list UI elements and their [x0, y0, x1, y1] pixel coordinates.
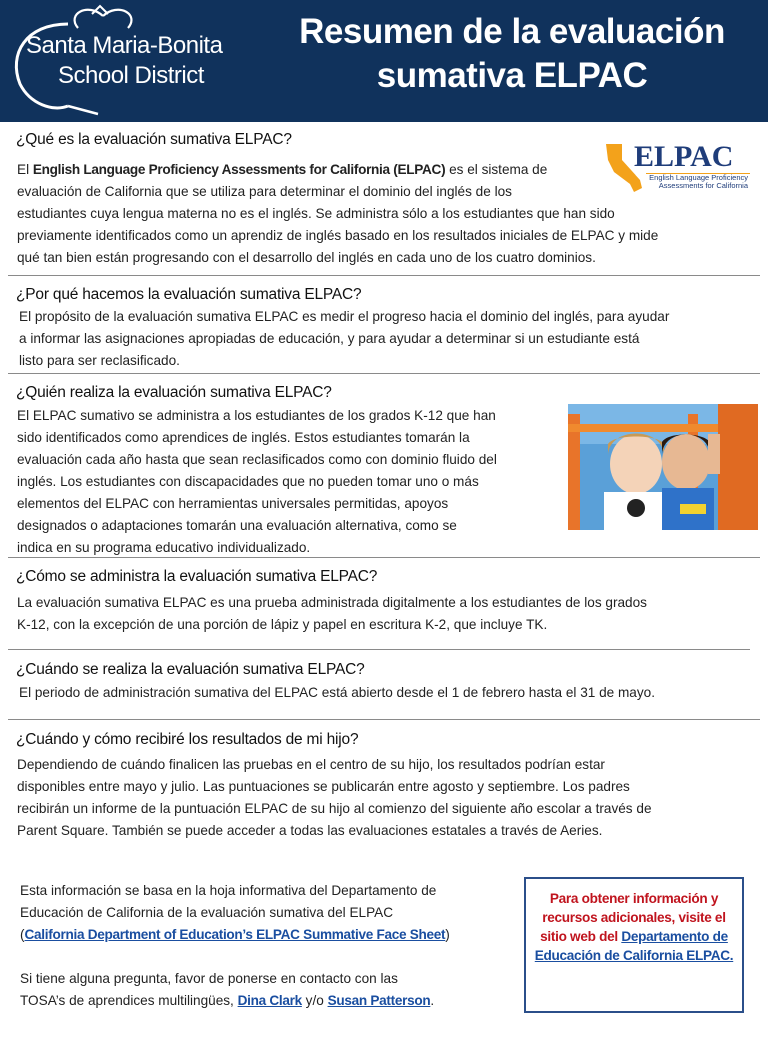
- paragraph-line: El ELPAC sumativo se administra a los estudiantes de los grados K-12 que han: [17, 408, 496, 423]
- paragraph-line: Dependiendo de cuándo finalicen las pruebas en el centro de su hijo, los resultados podrían estar: [17, 757, 605, 772]
- contact-prefix: TOSA’s de aprendices multilingües,: [20, 993, 238, 1008]
- contact-joiner: y/o: [301, 993, 328, 1008]
- paragraph-line: elementos del ELPAC con herramientas universales permitidas, apoyos: [17, 496, 449, 511]
- paragraph-line: previamente identificados como un aprendiz de inglés basado en los resultados iniciales de ELPAC y mide: [17, 228, 659, 243]
- paragraph-line: El periodo de administración sumativa del ELPAC está abierto desde el 1 de febrero hasta el 31 de mayo.: [19, 685, 656, 700]
- page-title: Resumen de la evaluación sumativa ELPAC: [299, 12, 725, 95]
- paragraph-line: K-12, con la excepción de una porción de lápiz y papel en escritura K-2, que incluye TK.: [17, 617, 548, 632]
- section-paragraph-what-cont: [17, 203, 757, 269]
- section-heading-how: ¿Cómo se administra la evaluación sumativa ELPAC?: [16, 568, 378, 585]
- paragraph-line: disponibles entre mayo y julio. Las puntuaciones se publicarán entre agosto y septiembre. Los padres: [17, 779, 630, 794]
- section-paragraph-what: [17, 159, 597, 203]
- paragraph-line: El propósito de la evaluación sumativa ELPAC es medir el progreso hacia el dominio del inglés, para ayudar: [19, 309, 670, 324]
- paragraph-line: inglés. Los estudiantes con discapacidades que no pueden tomar uno o más: [17, 474, 479, 489]
- heart-logo-icon: [8, 4, 258, 116]
- paragraph-line: qué tan bien están progresando con el desarrollo del inglés en cada uno de los cuatro dominios.: [17, 250, 596, 265]
- elpac-logo-subtitle: [648, 174, 748, 190]
- paragraph-line: estudiantes cuya lengua materna no es el inglés. Se administra sólo a los estudiantes que han sido: [17, 206, 615, 221]
- dina-clark-link[interactable]: Dina Clark: [237, 993, 302, 1008]
- divider: [8, 719, 760, 720]
- paren-close: ): [445, 927, 450, 942]
- info-text: Para obtener información y recursos adicionales, visite el sitio web del: [540, 891, 726, 944]
- section-heading-what: ¿Qué es la evaluación sumativa ELPAC?: [16, 131, 292, 148]
- footer-source-note: [20, 880, 500, 1012]
- divider: [8, 649, 750, 650]
- district-logo[interactable]: [8, 4, 258, 116]
- section-paragraph-who: [17, 405, 567, 559]
- section-heading-who: ¿Quién realiza la evaluación sumativa ELPAC?: [16, 384, 332, 401]
- paragraph-text: es el sistema de: [449, 162, 548, 177]
- header-banner: [0, 0, 768, 122]
- paragraph-line: Parent Square. También se puede acceder a todas las evaluaciones estatales a través de Aeries.: [17, 823, 603, 838]
- elpac-logo: [600, 142, 750, 194]
- divider: [8, 557, 760, 558]
- paragraph-line: a informar las asignaciones apropiadas de educación, y para ayudar a determinar si un estudiante está: [19, 331, 640, 346]
- paragraph-line: evaluación cada año hasta que sean reclasificados como con dominio fluido del: [17, 452, 497, 467]
- section-paragraph-when: [19, 682, 764, 704]
- children-playground-photo: [568, 404, 758, 530]
- paragraph-line: evaluación de California que se utiliza para determinar el dominio del inglés de los: [17, 184, 512, 199]
- elpac-full-name: English Language Proficiency Assessments for California (ELPAC): [32, 162, 446, 177]
- district-name-line1: Santa Maria-Bonita: [26, 32, 223, 59]
- paragraph-line: [17, 159, 597, 181]
- section-heading-why: ¿Por qué hacemos la evaluación sumativa ELPAC?: [16, 286, 362, 303]
- source-line: Esta información se basa en la hoja informativa del Departamento de: [20, 883, 437, 898]
- paragraph-line: listo para ser reclasificado.: [19, 353, 180, 368]
- logo-subtitle-line: English Language Proficiency: [649, 173, 748, 182]
- students-photo: [568, 404, 758, 530]
- info-callout-box: [524, 877, 744, 1013]
- divider: [8, 373, 760, 374]
- paragraph-line: La evaluación sumativa ELPAC es una prueba administrada digitalmente a los estudiantes de los grados: [17, 595, 647, 610]
- paragraph-line: recibirán un informe de la puntuación ELPAC de su hijo al comienzo del siguiente año escolar a través de: [17, 801, 652, 816]
- susan-patterson-link[interactable]: Susan Patterson: [327, 993, 431, 1008]
- paragraph-line: indica en su programa educativo individualizado.: [17, 540, 311, 555]
- source-line: [20, 924, 500, 946]
- paragraph-line: designados o adaptaciones tomarán una evaluación alternativa, como se: [17, 518, 457, 533]
- source-line: Educación de California de la evaluación sumativa del ELPAC: [20, 905, 394, 920]
- paragraph-line: sido identificados como aprendices de inglés. Estos estudiantes tomarán la: [17, 430, 470, 445]
- paragraph-lead: El: [17, 162, 30, 177]
- section-paragraph-how: [17, 592, 762, 636]
- contact-line: Si tiene alguna pregunta, favor de ponerse en contacto con las: [20, 971, 398, 986]
- spacer: [20, 946, 500, 968]
- contact-end: .: [430, 993, 435, 1008]
- divider: [8, 275, 760, 276]
- info-callout-text: [526, 889, 742, 965]
- cde-face-sheet-link[interactable]: California Department of Education’s ELPAC Summative Face Sheet: [24, 927, 446, 942]
- paren-open: (: [20, 927, 25, 942]
- section-heading-results: ¿Cuándo y cómo recibiré los resultados de mi hijo?: [16, 731, 359, 748]
- district-name-line2: School District: [58, 62, 204, 89]
- section-paragraph-results: [17, 754, 762, 842]
- section-heading-when: ¿Cuándo se realiza la evaluación sumativa ELPAC?: [16, 661, 365, 678]
- cde-elpac-link[interactable]: Departamento de Educación de California ELPAC.: [534, 929, 734, 963]
- elpac-wordmark: ELPAC: [634, 140, 734, 173]
- section-paragraph-why: [19, 306, 764, 372]
- logo-subtitle-line: Assessments for California: [658, 181, 748, 190]
- contact-line: [20, 990, 500, 1012]
